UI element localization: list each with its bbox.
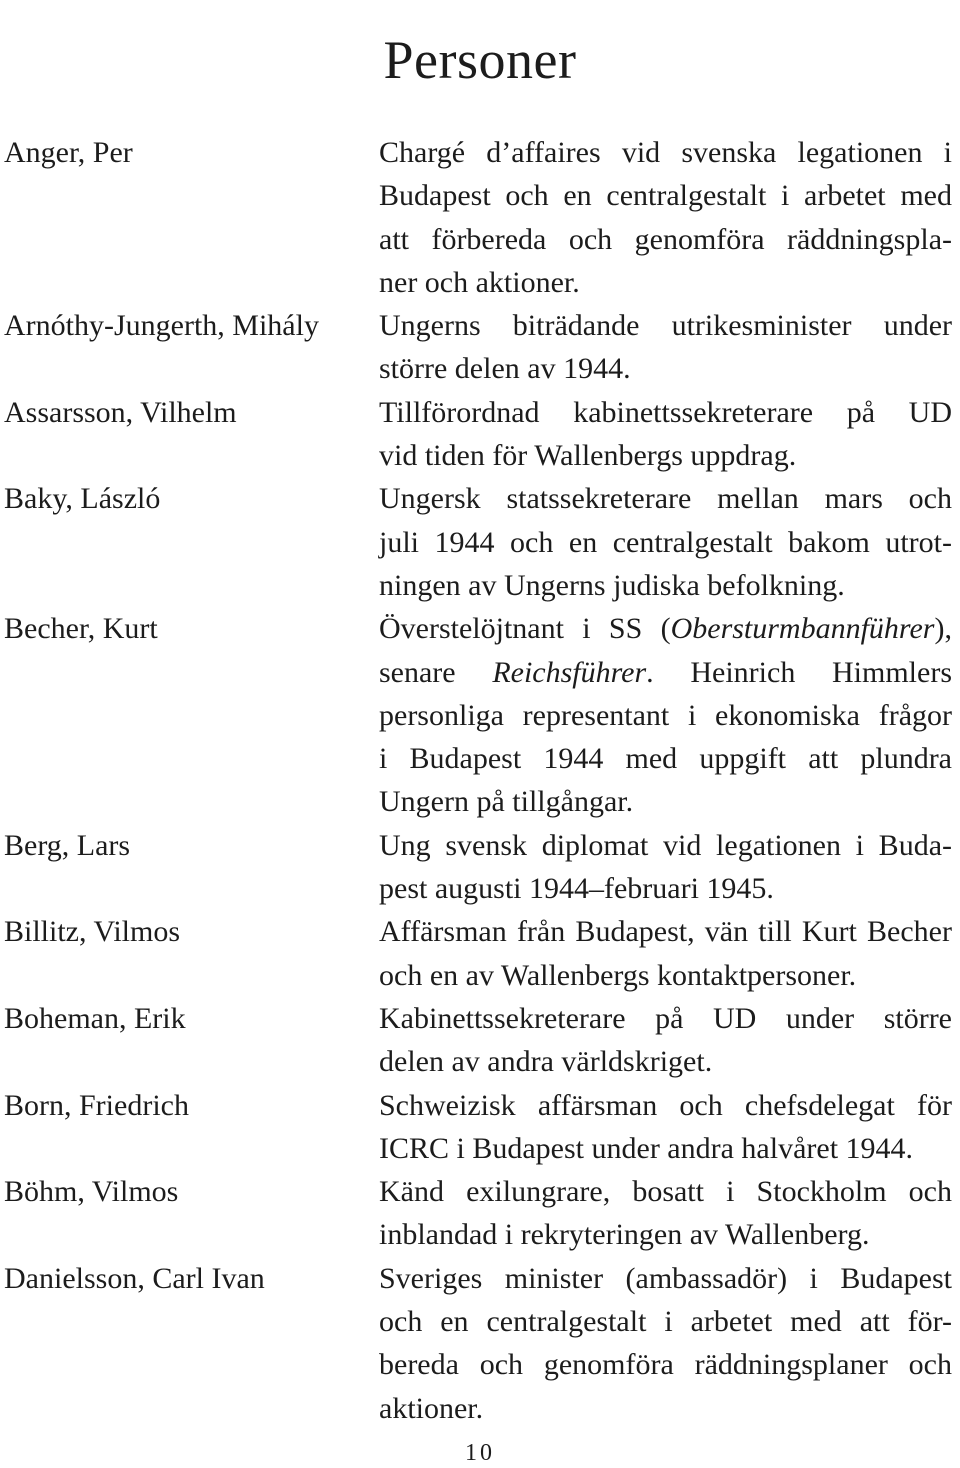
person-name: Anger, Per — [4, 136, 133, 169]
list-item — [0, 607, 960, 823]
list-item — [0, 824, 960, 911]
description-line: Kabinettssekreterare på UD under större — [379, 1001, 952, 1035]
person-name: Arnóthy-Jungerth, Mihály — [4, 309, 319, 343]
description-line: bereda och genomföra räddningsplaner och — [379, 1348, 952, 1382]
description-line: Sveriges minister (ambassadör) i Budapest — [379, 1261, 952, 1295]
description-line: Schweizisk affärsman och chefsdelegat för — [379, 1088, 952, 1122]
person-description — [379, 1257, 952, 1430]
list-item — [0, 1257, 960, 1430]
description-line: aktioner. — [379, 1391, 484, 1425]
description-line: ner och aktioner. — [379, 265, 580, 299]
description-line: juli 1944 och en centralgestalt bakom utrot- — [379, 525, 952, 559]
list-item — [0, 1084, 960, 1171]
description-line: vid tiden för Wallenbergs uppdrag. — [379, 439, 797, 473]
description-line: delen av andra världskriget. — [379, 1045, 713, 1079]
description-line: ningen av Ungerns judiska befolkning. — [379, 568, 845, 602]
description-line: Tillförordnad kabinettssekreterare på UD — [379, 395, 952, 429]
description-line: Ung svensk diplomat vid legationen i Buda- — [379, 828, 952, 862]
person-description — [379, 607, 952, 823]
list-item — [0, 477, 960, 607]
description-line: personliga representant i ekonomiska frågor — [379, 698, 952, 732]
description-line: att förbereda och genomföra räddningspla- — [379, 222, 952, 256]
person-description — [379, 131, 952, 304]
person-description — [379, 910, 952, 997]
description-line: Ungern på tillgångar. — [379, 785, 634, 819]
person-description — [379, 1170, 952, 1257]
person-list — [0, 131, 960, 1430]
description-line: och en centralgestalt i arbetet med att för- — [379, 1305, 952, 1339]
description-line: Budapest och en centralgestalt i arbetet med — [379, 179, 952, 213]
italic-term: Reichsführer — [492, 655, 647, 689]
person-name: Danielsson, Carl Ivan — [4, 1261, 265, 1295]
person-name: Billitz, Vilmos — [4, 915, 181, 949]
description-line: i Budapest 1944 med uppgift att plundra — [379, 742, 952, 776]
description-line: ICRC i Budapest under andra halvåret 1944. — [379, 1131, 914, 1165]
page-title: Personer — [383, 30, 577, 91]
person-name: Boheman, Erik — [4, 1001, 186, 1035]
description-line: Ungerns biträdande utrikesminister under — [379, 309, 952, 343]
person-name: Born, Friedrich — [4, 1088, 189, 1122]
list-item — [0, 997, 960, 1084]
description-line: inblandad i rekryteringen av Wallenberg. — [379, 1218, 870, 1252]
list-item — [0, 304, 960, 391]
description-line: större delen av 1944. — [379, 352, 631, 386]
person-description — [379, 997, 952, 1084]
description-line: senare Reichsführer. Heinrich Himmlers — [379, 655, 952, 689]
person-description — [379, 824, 952, 911]
person-description — [379, 477, 952, 607]
description-line: Ungersk statssekreterare mellan mars och — [379, 482, 952, 516]
person-name: Böhm, Vilmos — [4, 1175, 179, 1209]
description-line: pest augusti 1944–februari 1945. — [379, 872, 774, 906]
description-line: Affärsman från Budapest, vän till Kurt Becher — [379, 915, 952, 949]
person-name: Berg, Lars — [4, 828, 131, 862]
list-item — [0, 1170, 960, 1257]
list-item — [0, 131, 960, 304]
list-item — [0, 910, 960, 997]
description-line: Överstelöjtnant i SS (Obersturmbannführer), — [379, 612, 952, 646]
list-item — [0, 391, 960, 478]
person-name: Baky, László — [4, 482, 161, 516]
page-number: 10 — [465, 1440, 495, 1466]
person-description — [379, 304, 952, 391]
person-description — [379, 1084, 952, 1171]
italic-term: Obersturmbannführer — [670, 612, 935, 646]
person-name: Becher, Kurt — [4, 612, 158, 646]
description-line: Chargé d’affaires vid svenska legationen i — [379, 136, 952, 169]
description-line: och en av Wallenbergs kontaktpersoner. — [379, 958, 857, 992]
description-line: Känd exilungrare, bosatt i Stockholm och — [379, 1175, 952, 1209]
person-description — [379, 391, 952, 478]
person-name: Assarsson, Vilhelm — [4, 395, 237, 429]
